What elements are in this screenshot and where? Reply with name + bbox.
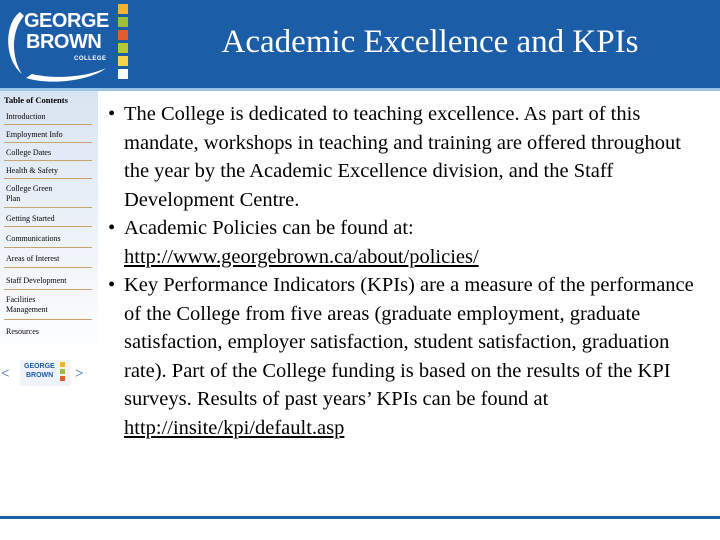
slide-body <box>108 100 708 442</box>
kpi-link[interactable]: http://insite/kpi/default.asp <box>124 416 345 439</box>
slide-title: Academic Excellence and KPIs <box>221 24 639 60</box>
mini-square <box>60 362 65 367</box>
square-6 <box>118 69 128 79</box>
sidebar-item-health-safety[interactable]: Health & Safety <box>6 166 58 175</box>
mini-logo-home-button[interactable] <box>20 360 70 386</box>
policies-link[interactable]: http://www.georgebrown.ca/about/policies/ <box>124 245 479 268</box>
prev-slide-button[interactable]: < <box>1 366 10 382</box>
nav-divider <box>4 178 92 179</box>
logo-line-2: BROWN <box>26 31 102 53</box>
nav-divider <box>4 247 92 248</box>
bullet-text: Academic Policies can be found at: <box>124 217 414 239</box>
nav-divider <box>4 319 92 320</box>
bullet-text: Key Performance Indicators (KPIs) are a measure of the performance of the College from five areas (graduate employment, graduate satisfaction, employer satisfaction, student satisfaction, graduation rate). Part of the College funding is based on the results of the KPI surveys. Results of past years’ KPIs can be found at <box>124 274 694 410</box>
sidebar-nav <box>0 91 98 351</box>
mini-square <box>60 376 65 381</box>
bullet-dot-icon: • <box>108 103 116 125</box>
next-slide-button[interactable]: > <box>75 366 84 382</box>
mini-square <box>60 369 65 374</box>
logo-line-1: GEORGE <box>24 10 109 32</box>
sidebar-item-getting-started[interactable]: Getting Started <box>6 214 55 223</box>
nav-divider <box>4 226 92 227</box>
nav-divider <box>4 160 92 161</box>
sidebar-item-areas-of-interest[interactable]: Areas of Interest <box>6 254 60 263</box>
sidebar-item-employment-info[interactable]: Employment Info <box>6 130 63 139</box>
header-bar <box>0 0 720 88</box>
bullet-item <box>108 100 708 214</box>
sidebar-item-introduction[interactable]: Introduction <box>6 112 46 121</box>
sidebar-item-college-green-plan[interactable]: College Green Plan <box>6 184 53 203</box>
mini-logo-line-2: BROWN <box>26 372 54 379</box>
mini-logo-line-1: GEORGE <box>24 363 55 370</box>
toc-heading: Table of Contents <box>4 95 68 105</box>
nav-divider <box>4 142 92 143</box>
sidebar-item-communications[interactable]: Communications <box>6 234 61 243</box>
college-logo[interactable] <box>2 4 112 82</box>
bullet-dot-icon: • <box>108 274 116 296</box>
square-3 <box>118 30 128 40</box>
logo-line-3: COLLEGE <box>74 56 107 62</box>
square-4 <box>118 43 128 53</box>
sidebar-item-facilities-management[interactable]: Facilities Management <box>6 295 48 314</box>
nav-divider <box>4 207 92 208</box>
square-2 <box>118 17 128 27</box>
square-5 <box>118 56 128 66</box>
nav-divider <box>4 289 92 290</box>
bullet-dot-icon: • <box>108 217 116 239</box>
bullet-item <box>108 214 708 271</box>
footer-divider <box>0 516 720 519</box>
color-squares <box>118 4 128 82</box>
header-divider <box>0 88 720 91</box>
nav-divider <box>4 124 92 125</box>
sidebar-item-college-dates[interactable]: College Dates <box>6 148 52 157</box>
bullet-item <box>108 271 708 442</box>
bullet-text: The College is dedicated to teaching excellence. As part of this mandate, workshops in teaching and training are offered throughout the year by the Academic Excellence division, and the Staff Development Centre. <box>124 103 681 211</box>
square-1 <box>118 4 128 14</box>
sidebar-item-staff-development[interactable]: Staff Development <box>6 276 67 285</box>
sidebar-item-resources[interactable]: Resources <box>6 327 39 336</box>
nav-divider <box>4 267 92 268</box>
